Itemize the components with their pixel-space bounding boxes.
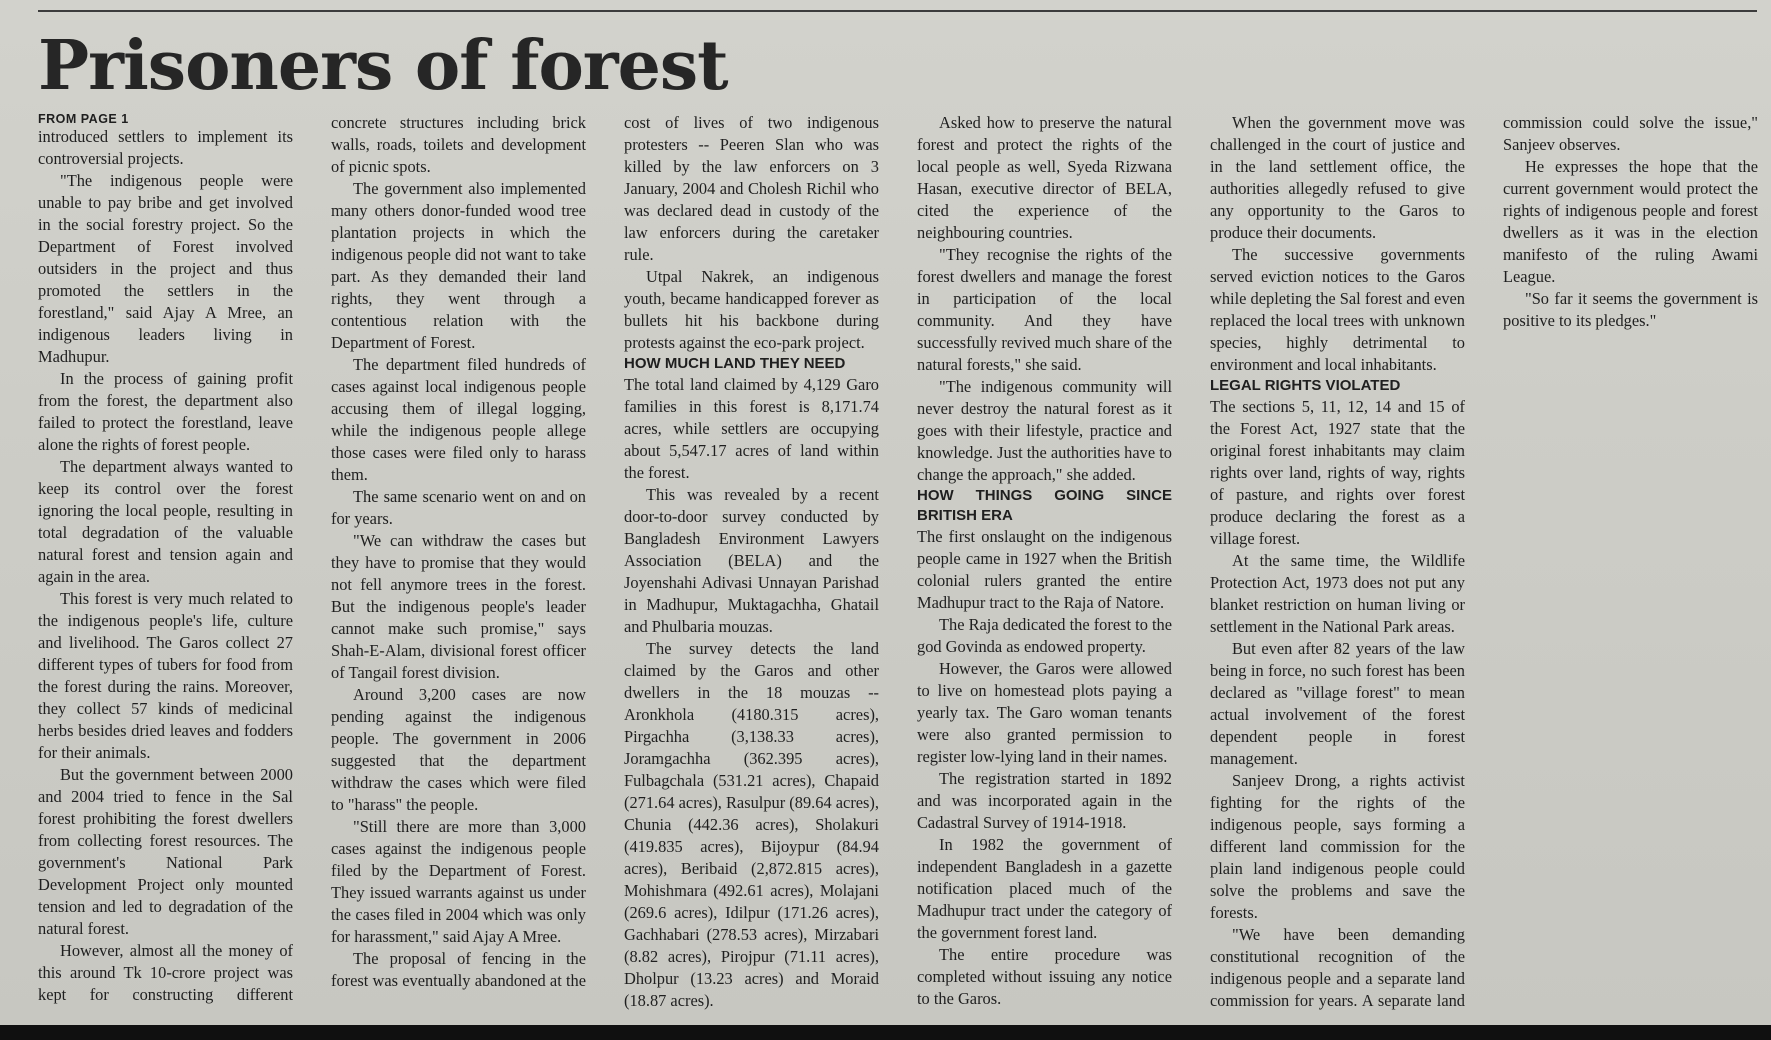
paragraph: "Still there are more than 3,000 cases against the indigenous people filed by the Department of Forest. They issued warrants against us under the cases filed in 2004 which was only for harassment," said Ajay A Mree. [331,817,586,946]
paragraph: Sanjeev Drong, a rights activist fighting for the rights of the indigenous people, says forming a different land commission for the plain land indigenous people could solve the problems and save the forests. [1210,771,1465,922]
paragraph: The first onslaught on the indigenous people came in 1927 when the British colonial rulers granted the entire Madhupur tract to the Raja of Natore. [917,527,1172,612]
paragraph: Asked how to preserve the natural forest and protect the rights of the local people as well, Syeda Rizwana Hasan, executive director of BELA, cited the experience of the neighbouring countries. [917,113,1172,242]
paragraph: Utpal Nakrek, an indigenous youth, became handicapped forever as bullets hit his backbone during protests against the eco-park project. [624,267,879,352]
paragraph: The sections 5, 11, 12, 14 and 15 of the Forest Act, 1927 state that the original forest inhabitants may claim rights over land, rights of way, rights of pasture, and rights over forest produce declaring the forest as a village forest. [1210,397,1465,548]
paragraph: But the government between 2000 and 2004 tried to fence in the Sal forest prohibiting the forest dwellers from collecting forest resources. The government's National Park Development Project only mounted tension and led to degradation of the natural forest. [38,765,293,938]
paragraph: "We can withdraw the cases but they have to promise that they would not fell anymore trees in the forest. But the indigenous people's leader cannot make such promise," says Shah-E-Alam, divisional forest officer of Tangail forest division. [331,531,586,682]
top-rule [38,10,1757,12]
kicker: FROM PAGE 1 [38,112,129,126]
paragraph: The registration started in 1892 and was incorporated again in the Cadastral Survey of 1914-1918. [917,769,1172,832]
paragraph: When the government move was challenged in the court of justice and in the land settlement office, the authorities allegedly refused to give any opportunity to the Garos to produce their documents. [1210,113,1465,242]
paragraph: The proposal of fencing in the forest was eventually abandoned at the cost of lives of two indigenous protesters -- Peeren Slan who was killed by the law enforcers on 3 January, 2004 and Cholesh Richil who was declared dead in custody of the law enforcers during the caretaker rule. [331,113,879,990]
paragraph: The department filed hundreds of cases against local indigenous people accusing them of illegal logging, while the indigenous people allege those cases were filed only to harass them. [331,355,586,484]
subhead-british-era: HOW THINGS GOING SINCE BRITISH ERA [917,487,1172,524]
paragraph: However, the Garos were allowed to live on homestead plots paying a yearly tax. The Garo woman tenants were also granted permission to register low-lying land in their names. [917,659,1172,766]
paragraph: The same scenario went on and on for years. [331,487,586,528]
paragraph: The survey detects the land claimed by the Garos and other dwellers in the 18 mouzas -- Aronkhola (4180.315 acres), Pirgachha (3,138.33 acres), Joramgachha (362.395 acres), Fulbagchala (531.21 acres), Chapaid (271.64 acres), Rasulpur (89.64 acres), Chunia (442.36 acres), Sholakuri (419.835 acres), Bijoypur (84.94 acres), Beribaid (2,872.815 acres), Mohishmara (492.61 acres), Molajani (269.6 acres), Idilpur (171.26 acres), Gachhabari (278.53 acres), Mirzabari (8.82 acres), Pirojpur (71.11 acres), Dholpur (13.23 acres) and Moraid (18.87 acres). [624,639,879,1010]
paragraph: "We have been demanding constitutional recognition of the indigenous people and a separate land commission for years. A separate land commission could solve the issue," Sanjeev observes. [1210,113,1758,1010]
headline: Prisoners of forest [38,26,728,106]
paragraph: introduced settlers to implement its controversial projects. [38,127,293,168]
paragraph: "They recognise the rights of the forest dwellers and manage the forest in participation of the local community. And they have successfully revived much share of the natural forests," she said. [917,245,1172,374]
paragraph: This was revealed by a recent door-to-door survey conducted by Bangladesh Environment Lawyers Association (BELA) and the Joyenshahi Adivasi Unnayan Parishad in Madhupur, Muktagachha, Ghatail and Phulbaria mouzas. [624,485,879,636]
paragraph: The government also implemented many others donor-funded wood tree plantation projects in which the indigenous people did not want to take part. As they demanded their land rights, they went through a contentious relation with the Department of Forest. [331,179,586,352]
paragraph: The total land claimed by 4,129 Garo families in this forest is 8,171.74 acres, while settlers are occupying about 5,547.17 acres of land within the forest. [624,375,879,482]
paragraph: Around 3,200 cases are now pending against the indigenous people. The government in 2006 suggested that the department withdraw the cases which were filed to "harass" the people. [331,685,586,814]
paragraph: But even after 82 years of the law being in force, no such forest has been declared as "village forest" to mean actual involvement of the forest dependent people in forest management. [1210,639,1465,768]
paragraph: The department always wanted to keep its control over the forest ignoring the local people, resulting in total degradation of the valuable natural forest and tension again and again in the area. [38,457,293,586]
paragraph: The Raja dedicated the forest to the god Govinda as endowed property. [917,615,1173,656]
article-body [38,112,1758,1012]
paragraph: However, almost all the money of this around Tk 10-crore project was kept for constructing different concrete structures including brick walls, roads, toilets and development of picnic spots. [38,113,586,1004]
paragraph: The entire procedure was completed without issuing any notice to the Garos. [917,945,1172,1008]
paragraph: "The indigenous community will never destroy the natural forest as it goes with their lifestyle, practice and knowledge. Just the authorities have to change the approach," she added. [917,377,1172,484]
paragraph: At the same time, the Wildlife Protection Act, 1973 does not put any blanket restriction on human living or settlement in the National Park areas. [1210,551,1465,636]
paragraph: He expresses the hope that the current government would protect the rights of indigenous people and forest dwellers as it was in the election manifesto of the ruling Awami League. [1503,157,1758,286]
subhead-land: HOW MUCH LAND THEY NEED [624,355,846,372]
paragraph: "So far it seems the government is positive to its pledges." [1503,289,1758,330]
paragraph: "The indigenous people were unable to pay bribe and get involved in the social forestry project. So the Department of Forest involved outsiders in the project and thus promoted the settlers in the forestland," said Ajay A Mree, an indigenous leaders living in Madhupur. [38,171,293,366]
paragraph: In the process of gaining profit from the forest, the department also failed to protect the forestland, leave alone the rights of forest people. [38,369,293,454]
paragraph: This forest is very much related to the indigenous people's life, culture and livelihood. The Garos collect 27 different types of tubers for food from the forest during the rains. Moreover, they collect 57 kinds of medicinal herbs besides dried leaves and fodders for their animals. [38,589,293,762]
paragraph: The successive governments served eviction notices to the Garos while depleting the Sal forest and even replaced the local trees with unknown species, highly detrimental to environment and local inhabitants. [1210,245,1465,374]
paragraph: In 1982 the government of independent Bangladesh in a gazette notification placed much of the Madhupur tract under the category of the government forest land. [917,835,1172,942]
subhead-legal-rights: LEGAL RIGHTS VIOLATED [1210,377,1401,394]
